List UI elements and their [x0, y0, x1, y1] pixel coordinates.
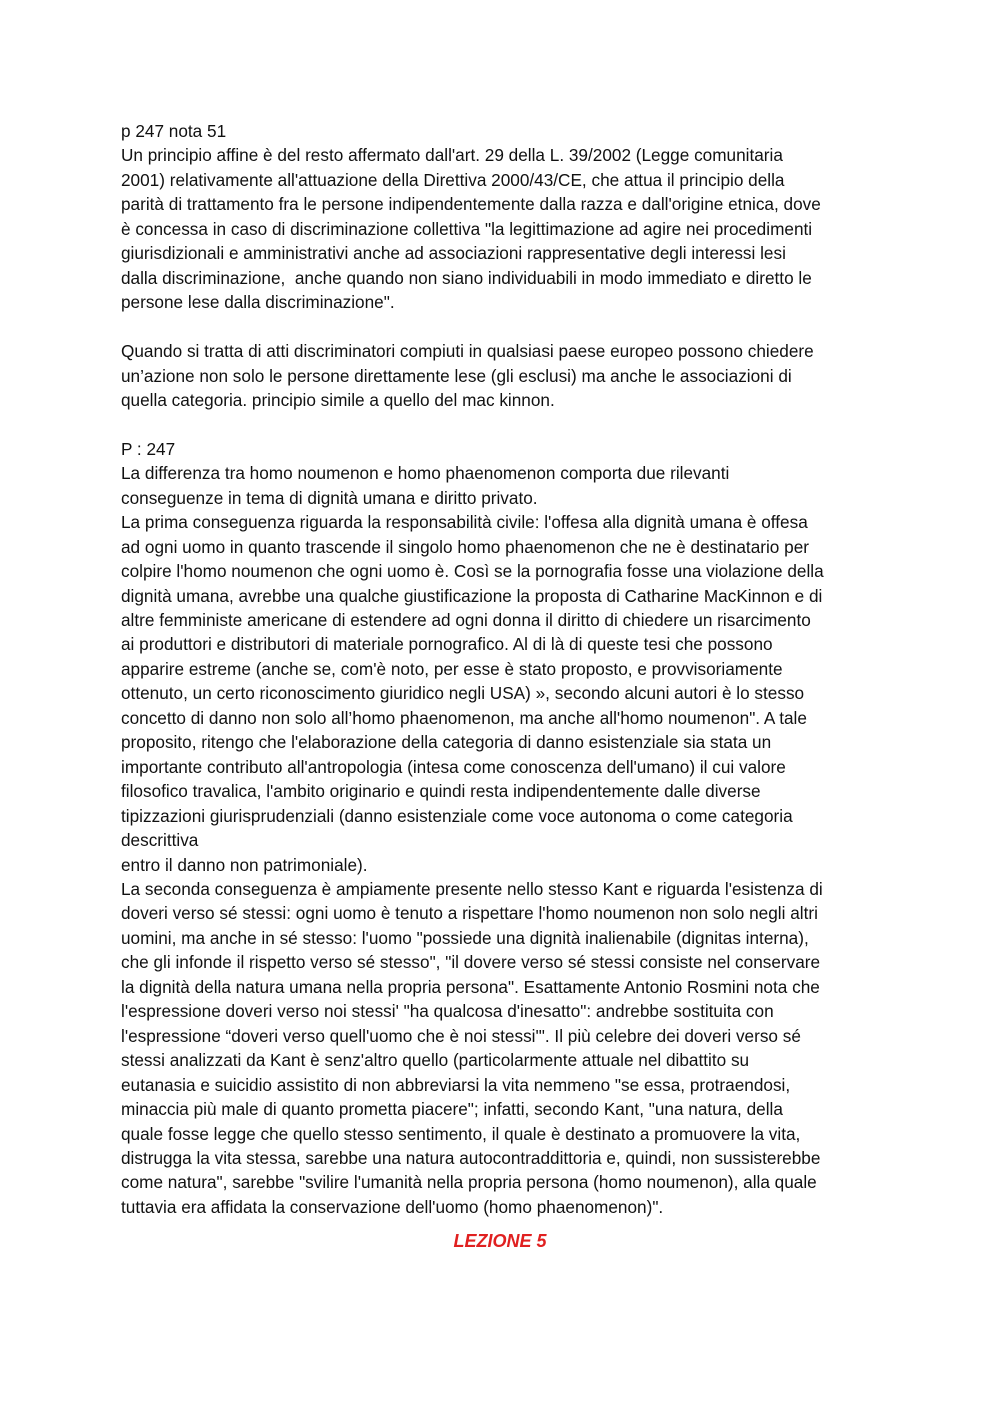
text-line: importante contributo all'antropologia (intesa come conoscenza dell'umano) il cui valore: [121, 756, 786, 777]
text-line: La prima conseguenza riguarda la responsabilità civile: l'offesa alla dignità umana è offesa: [121, 512, 808, 533]
text-line: distrugga la vita stessa, sarebbe una natura autocontraddittoria e, quindi, non sussisterebbe: [121, 1148, 821, 1168]
text-line: quella categoria. principio simile a quello del mac kinnon.: [121, 389, 555, 410]
text-line: stessi analizzati da Kant è senz'altro quello (particolarmente attuale nel dibattito su: [121, 1050, 750, 1071]
text-line: l'espressione doveri verso noi stessi' "ha qualcosa d'inesatto": andrebbe sostituita con: [121, 1001, 774, 1022]
page-reference: P : 247: [121, 438, 176, 459]
text-line: doveri verso sé stessi: ogni uomo è tenuto a rispettare l'homo noumenon non solo negli altri: [121, 903, 818, 924]
lesson-heading: LEZIONE 5: [453, 1231, 547, 1251]
text-line: minaccia più male di quanto prometta piacere"; infatti, secondo Kant, "una natura, della: [121, 1099, 783, 1120]
text-line: Quando si tratta di atti discriminatori compiuti in qualsiasi paese europeo possono chiedere: [121, 341, 814, 362]
text-line: tuttavia era affidata la conservazione dell'uomo (homo phaenomenon)".: [121, 1196, 664, 1217]
text-line: concetto di danno non solo all’homo phaenomenon, ma anche all'homo noumenon". A tale: [121, 707, 807, 728]
text-line: come natura", sarebbe "svilire l'umanità nella propria persona (homo noumenon), alla quale: [121, 1172, 817, 1193]
text-line: 2001) relativamente all'attuazione della Direttiva 2000/43/CE, che attua il principio della: [121, 169, 785, 190]
document-body: [121, 119, 881, 1219]
text-line: entro il danno non patrimoniale).: [121, 854, 368, 875]
text-line: che gli infonde il rispetto verso sé stesso", "il dovere verso sé stessi consiste nel conservare: [121, 952, 821, 973]
text-line: altre femministe americane di estendere ad ogni donna il diritto di chiedere un risarcimento: [121, 610, 811, 631]
text-line: l'espressione “doveri verso quell'uomo che è noi stessi'". Il più celebre dei doveri verso sé: [121, 1025, 801, 1046]
text-line: conseguenze in tema di dignità umana e diritto privato.: [121, 487, 538, 508]
text-line: ad ogni uomo in quanto trascende il singolo homo phaenomenon che ne è destinatario per: [121, 536, 809, 557]
text-line: La differenza tra homo noumenon e homo phaenomenon comporta due rilevanti: [121, 463, 730, 484]
text-line: ottenuto, un certo riconoscimento giuridico negli USA) », secondo alcuni autori è lo stesso: [121, 683, 805, 704]
text-line: parità di trattamento fra le persone indipendentemente dalla razza e dall'origine etnica, dove: [121, 194, 821, 215]
text-line: La seconda conseguenza è ampiamente presente nello stesso Kant e riguarda l'esistenza di: [121, 879, 823, 900]
paragraph-gap: [121, 412, 881, 436]
text-line: dalla discriminazione, anche quando non siano individuabili in modo immediato e diretto le: [121, 267, 812, 288]
text-line: Un principio affine è del resto affermato dall'art. 29 della L. 39/2002 (Legge comunitaria: [121, 145, 783, 166]
text-line: persone lese dalla discriminazione".: [121, 292, 395, 313]
text-line: descrittiva: [121, 830, 199, 851]
text-line: filosofico travalica, l'ambito originario e quindi resta indipendentemente dalle diverse: [121, 781, 761, 802]
paragraph-homo-noumenon: [121, 461, 881, 1219]
text-line: giurisdizionali e amministrativi anche ad associazioni rappresentative degli interessi lesi: [121, 243, 786, 264]
text-line: quale fosse legge che quello stesso sentimento, il quale è destinato a promuovere la vita,: [121, 1123, 801, 1144]
text-line: un’azione non solo le persone direttamente lese (gli esclusi) ma anche le associazioni di: [121, 365, 792, 386]
paragraph-gap: [121, 315, 881, 339]
paragraph-note-51: [121, 143, 881, 314]
text-line: ai produttori e distributori di materiale pornografico. Al di là di queste tesi che possono: [121, 634, 773, 655]
text-line: colpire l'homo noumenon che ogni uomo è. Così se la pornografia fosse una violazione della: [121, 561, 824, 582]
text-line: la dignità della natura umana nella propria persona". Esattamente Antonio Rosmini nota che: [121, 976, 820, 997]
text-line: apparire estreme (anche se, com'è noto, per esse è stato proposto, e provvisoriamente: [121, 658, 783, 679]
text-line: tipizzazioni giurisprudenziali (danno esistenziale come voce autonoma o come categoria: [121, 805, 793, 826]
paragraph-comment: [121, 339, 881, 412]
text-line: dignità umana, avrebbe una qualche giustificazione la proposta di Catharine MacKinnon e di: [121, 585, 823, 606]
text-line: proposito, ritengo che l'elaborazione della categoria di danno esistenziale sia stata un: [121, 732, 772, 753]
text-line: eutanasia e suicidio assistito di non abbreviarsi la vita nemmeno "se essa, protraendosi,: [121, 1074, 791, 1095]
text-line: è concessa in caso di discriminazione collettiva "la legittimazione ad agire nei procedimenti: [121, 218, 813, 239]
text-line: uomini, ma anche in sé stesso: l'uomo "possiede una dignità inalienabile (dignitas interna),: [121, 927, 809, 948]
page-reference: p 247 nota 51: [121, 121, 227, 141]
